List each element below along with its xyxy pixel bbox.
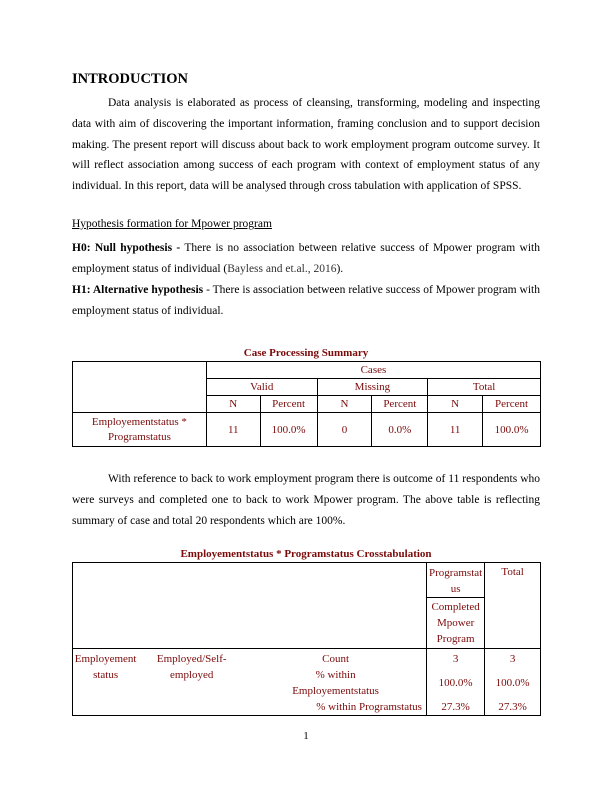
cell-valid-percent: 100.0% bbox=[260, 413, 317, 447]
total-header: Total bbox=[428, 379, 541, 396]
crosstab-title: Employementstatus * Programstatus Crosstabulation bbox=[180, 548, 432, 560]
within-row-total: 100.0% bbox=[495, 677, 530, 689]
total-header: Total bbox=[485, 563, 541, 649]
subheader-percent: Percent bbox=[372, 396, 428, 413]
cases-header: Cases bbox=[206, 362, 540, 379]
count-total: 3 bbox=[509, 653, 516, 665]
stat-count-label: Count bbox=[322, 653, 350, 665]
stat-within-row-label: % within Employementstatus bbox=[292, 669, 379, 697]
cell-missing-n: 0 bbox=[317, 413, 372, 447]
page-number: 1 bbox=[303, 730, 309, 742]
null-hypothesis-label: H0: Null hypothesis - bbox=[72, 242, 181, 254]
completed-values bbox=[426, 649, 484, 716]
null-hypothesis-end: ). bbox=[336, 262, 344, 275]
subheader-n: N bbox=[206, 396, 260, 413]
crosstab-table bbox=[72, 562, 541, 716]
within-col-total: 27.3% bbox=[498, 701, 527, 713]
row-variable-label: Employementstatus bbox=[73, 649, 139, 716]
subheader-n: N bbox=[428, 396, 483, 413]
row-label: Employementstatus * Programstatus bbox=[73, 413, 207, 447]
cell-total-n: 11 bbox=[428, 413, 483, 447]
within-row-value: 100.0% bbox=[438, 677, 473, 689]
row-category-label: Employed/Self-employed bbox=[138, 649, 245, 716]
within-col-value: 27.3% bbox=[441, 701, 470, 713]
subheader-n: N bbox=[317, 396, 372, 413]
hypothesis-heading: Hypothesis formation for Mpower program bbox=[72, 218, 272, 230]
summary-paragraph: With reference to back to work employment program there is outcome of 11 respondents who were surveys and completed one to back to work Mpower program. The above table is reflecting summary of case and total 20 respondents which are 100%. bbox=[72, 473, 540, 527]
citation: Bayless and et.al., 2016 bbox=[227, 262, 337, 275]
cell-valid-n: 11 bbox=[206, 413, 260, 447]
total-values bbox=[485, 649, 541, 716]
alternative-hypothesis-text: - There is association between relative success of Mpower program with employment status of individual. bbox=[72, 284, 540, 317]
table-corner-cell bbox=[73, 362, 207, 413]
cell-missing-percent: 0.0% bbox=[372, 413, 428, 447]
crosstab-corner-cell bbox=[73, 563, 427, 649]
subheader-percent: Percent bbox=[483, 396, 541, 413]
alternative-hypothesis-label: H1: Alternative hypothesis bbox=[72, 284, 204, 296]
count-value: 3 bbox=[452, 653, 459, 665]
completed-header: Completed Mpower Program bbox=[426, 598, 484, 649]
programstatus-header: Programstatus bbox=[426, 563, 484, 598]
null-hypothesis-text: There is no association between relative success of Mpower program with employment status of individual ( bbox=[72, 242, 540, 275]
intro-paragraph: Data analysis is elaborated as process of cleansing, transforming, modeling and inspecting data with aim of discovering the important information, framing conclusion and to support decision making. The present report will discuss about back to work employment program outcome survey. It will reflect association among success of each program with context of employment status of any individual. In this report, data will be analysed through cross tabulation with application of SPSS. bbox=[72, 97, 540, 193]
case-summary-title: Case Processing Summary bbox=[243, 347, 369, 359]
case-processing-table bbox=[72, 361, 541, 447]
valid-header: Valid bbox=[206, 379, 317, 396]
stat-within-col-label: % within Programstatus bbox=[316, 701, 422, 713]
null-hypothesis bbox=[72, 238, 540, 280]
missing-header: Missing bbox=[317, 379, 428, 396]
subheader-percent: Percent bbox=[260, 396, 317, 413]
section-heading: INTRODUCTION bbox=[72, 71, 189, 87]
alternative-hypothesis bbox=[72, 280, 540, 322]
statistic-labels bbox=[245, 649, 426, 716]
cell-total-percent: 100.0% bbox=[483, 413, 541, 447]
